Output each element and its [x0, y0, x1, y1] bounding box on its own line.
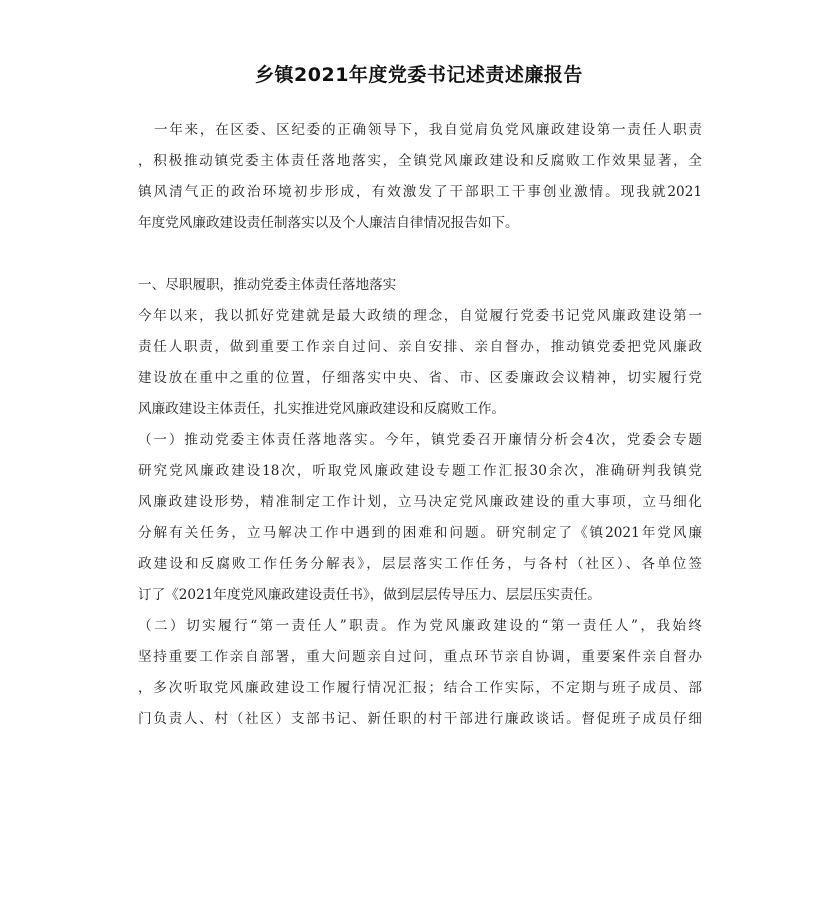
intro-line: 镇风清气正的政治环境初步形成，有效激发了干部职工干事创业激情。现我就2021 — [138, 184, 702, 200]
subsection-line: （二）切实履行“第一责任人”职责。作为党风廉政建设的“第一责任人”，我始终 — [138, 618, 702, 634]
section-line: 今年以来，我以抓好党建就是最大政绩的理念，自觉履行党委书记党风廉政建设第一 — [138, 308, 702, 324]
subsection-line: ，多次听取党风廉政建设工作履行情况汇报；结合工作实际，不定期与班子成员、部 — [138, 680, 702, 696]
subsection-line: 研究党风廉政建设18次，听取党风廉政建设专题工作汇报30余次，准确研判我镇党 — [138, 463, 702, 479]
section-line: 建设放在重中之重的位置，仔细落实中央、省、市、区委廉政会议精神，切实履行党 — [138, 370, 702, 386]
section-line: 风廉政建设主体责任，扎实推进党风廉政建设和反腐败工作。 — [138, 401, 506, 417]
subsection-line: 风廉政建设形势，精准制定工作计划，立马决定党风廉政建设的重大事项，立马细化 — [138, 494, 702, 510]
subsection-line: （一）推动党委主体责任落地落实。今年，镇党委召开廉情分析会4次，党委会专题 — [138, 432, 702, 448]
subsection-line: 政建设和反腐败工作任务分解表》，层层落实工作任务，与各村（社区）、各单位签 — [138, 556, 702, 572]
subsection-line: 分解有关任务，立马解决工作中遇到的困难和问题。研究制定了《镇2021年党风廉 — [138, 525, 702, 541]
subsection-line: 坚持重要工作亲自部署，重大问题亲自过问，重点环节亲自协调，重要案件亲自督办 — [138, 649, 702, 665]
intro-line: 一年来，在区委、区纪委的正确领导下，我自觉肩负党风廉政建设第一责任人职责 — [154, 122, 702, 138]
section-heading: 一、尽职履职，推动党委主体责任落地落实 — [138, 277, 397, 293]
intro-line: ，积极推动镇党委主体责任落地落实，全镇党风廉政建设和反腐败工作效果显著，全 — [138, 153, 702, 169]
document-title: 乡镇2021年度党委书记述责述廉报告 — [255, 64, 583, 86]
subsection-line: 订了《2021年度党风廉政建设责任书》，做到层层传导压力、层层压实责任。 — [138, 587, 601, 603]
paragraph-gap — [138, 239, 702, 270]
subsection-line: 门负责人、村（社区）支部书记、新任职的村干部进行廉政谈话。督促班子成员仔细 — [138, 711, 702, 727]
document-body — [138, 115, 702, 735]
section-line: 责任人职责，做到重要工作亲自过问、亲自安排、亲自督办，推动镇党委把党风廉政 — [138, 339, 702, 355]
intro-line: 年度党风廉政建设责任制落实以及个人廉洁自律情况报告如下。 — [138, 215, 519, 231]
